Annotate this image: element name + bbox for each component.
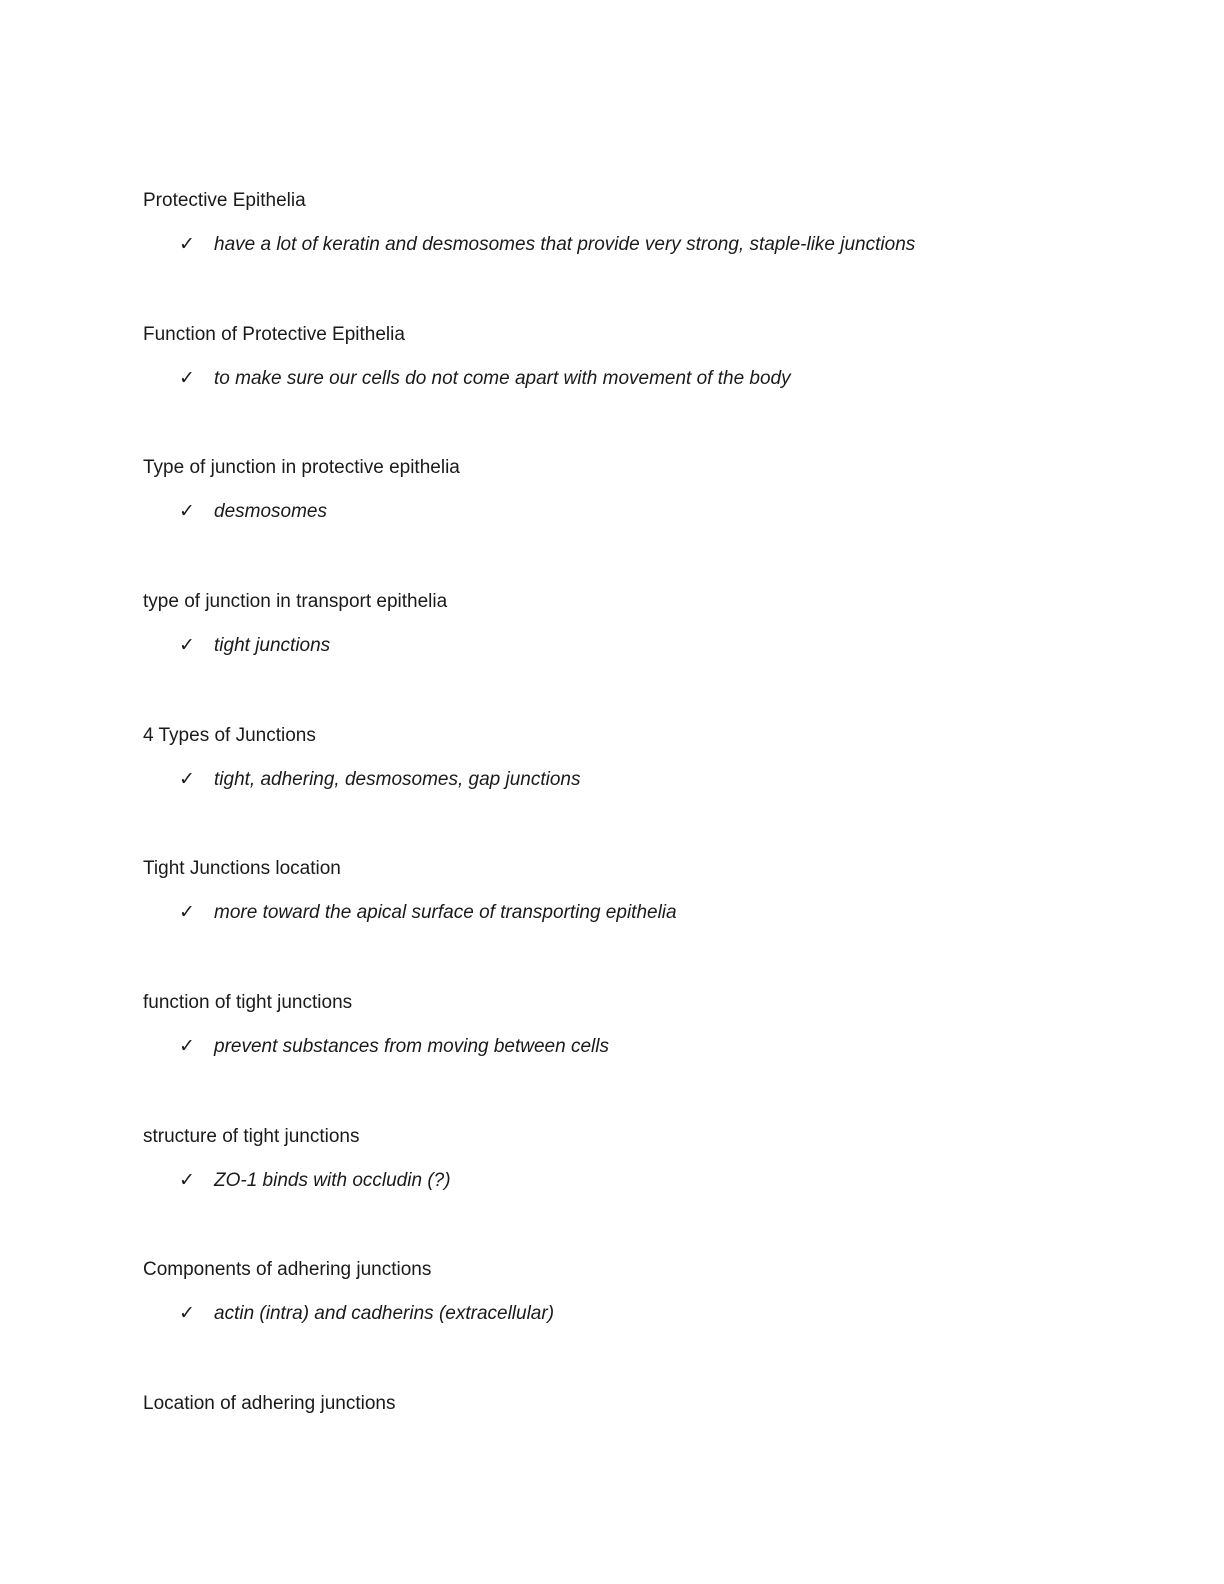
answer-text: have a lot of keratin and desmosomes that provide very strong, staple-like junctions (214, 234, 916, 255)
term: function of tight junctions (143, 992, 353, 1013)
entry-structure-tight-junctions (143, 1125, 1143, 1193)
answer (143, 1035, 1143, 1059)
entry-junction-transport (143, 590, 1143, 658)
answer-text: more toward the apical surface of transporting epithelia (214, 902, 677, 923)
answer (143, 367, 1143, 391)
term: Location of adhering junctions (143, 1393, 396, 1414)
entry-function-tight-junctions (143, 991, 1143, 1059)
term: type of junction in transport epithelia (143, 591, 448, 612)
term: Function of Protective Epithelia (143, 324, 405, 345)
entry-tight-junctions-location (143, 857, 1143, 925)
answer (143, 768, 1143, 792)
term: Tight Junctions location (143, 858, 341, 879)
answer-text: to make sure our cells do not come apart with movement of the body (214, 368, 791, 389)
check-mark-icon: ✓ (179, 501, 195, 522)
check-mark-icon: ✓ (179, 1036, 195, 1057)
answer (143, 901, 1143, 925)
entry-function-protective-epithelia (143, 323, 1143, 391)
answer-text: actin (intra) and cadherins (extracellular) (214, 1303, 555, 1324)
check-mark-icon: ✓ (179, 1170, 195, 1191)
entry-protective-epithelia (143, 189, 1143, 257)
check-mark-icon: ✓ (179, 234, 195, 255)
check-mark-icon: ✓ (179, 635, 195, 656)
answer (143, 1169, 1143, 1193)
answer-text: desmosomes (214, 501, 327, 522)
term: Components of adhering junctions (143, 1259, 432, 1280)
check-mark-icon: ✓ (179, 368, 195, 389)
entry-location-adhering-junctions (143, 1392, 1143, 1416)
answer (143, 500, 1143, 524)
answer (143, 233, 1143, 257)
check-mark-icon: ✓ (179, 902, 195, 923)
answer (143, 634, 1143, 658)
term: 4 Types of Junctions (143, 725, 316, 746)
answer-text: tight junctions (214, 635, 331, 656)
answer (143, 1302, 1143, 1326)
check-mark-icon: ✓ (179, 769, 195, 790)
check-mark-icon: ✓ (179, 1303, 195, 1324)
entry-components-adhering-junctions (143, 1258, 1143, 1326)
answer-text: tight, adhering, desmosomes, gap junctions (214, 769, 581, 790)
term: Type of junction in protective epithelia (143, 457, 460, 478)
term: structure of tight junctions (143, 1126, 360, 1147)
answer-text: ZO-1 binds with occludin (?) (214, 1170, 451, 1191)
answer-text: prevent substances from moving between cells (214, 1036, 609, 1057)
term: Protective Epithelia (143, 190, 306, 211)
entry-junction-protective (143, 456, 1143, 524)
entry-types-of-junctions (143, 724, 1143, 792)
